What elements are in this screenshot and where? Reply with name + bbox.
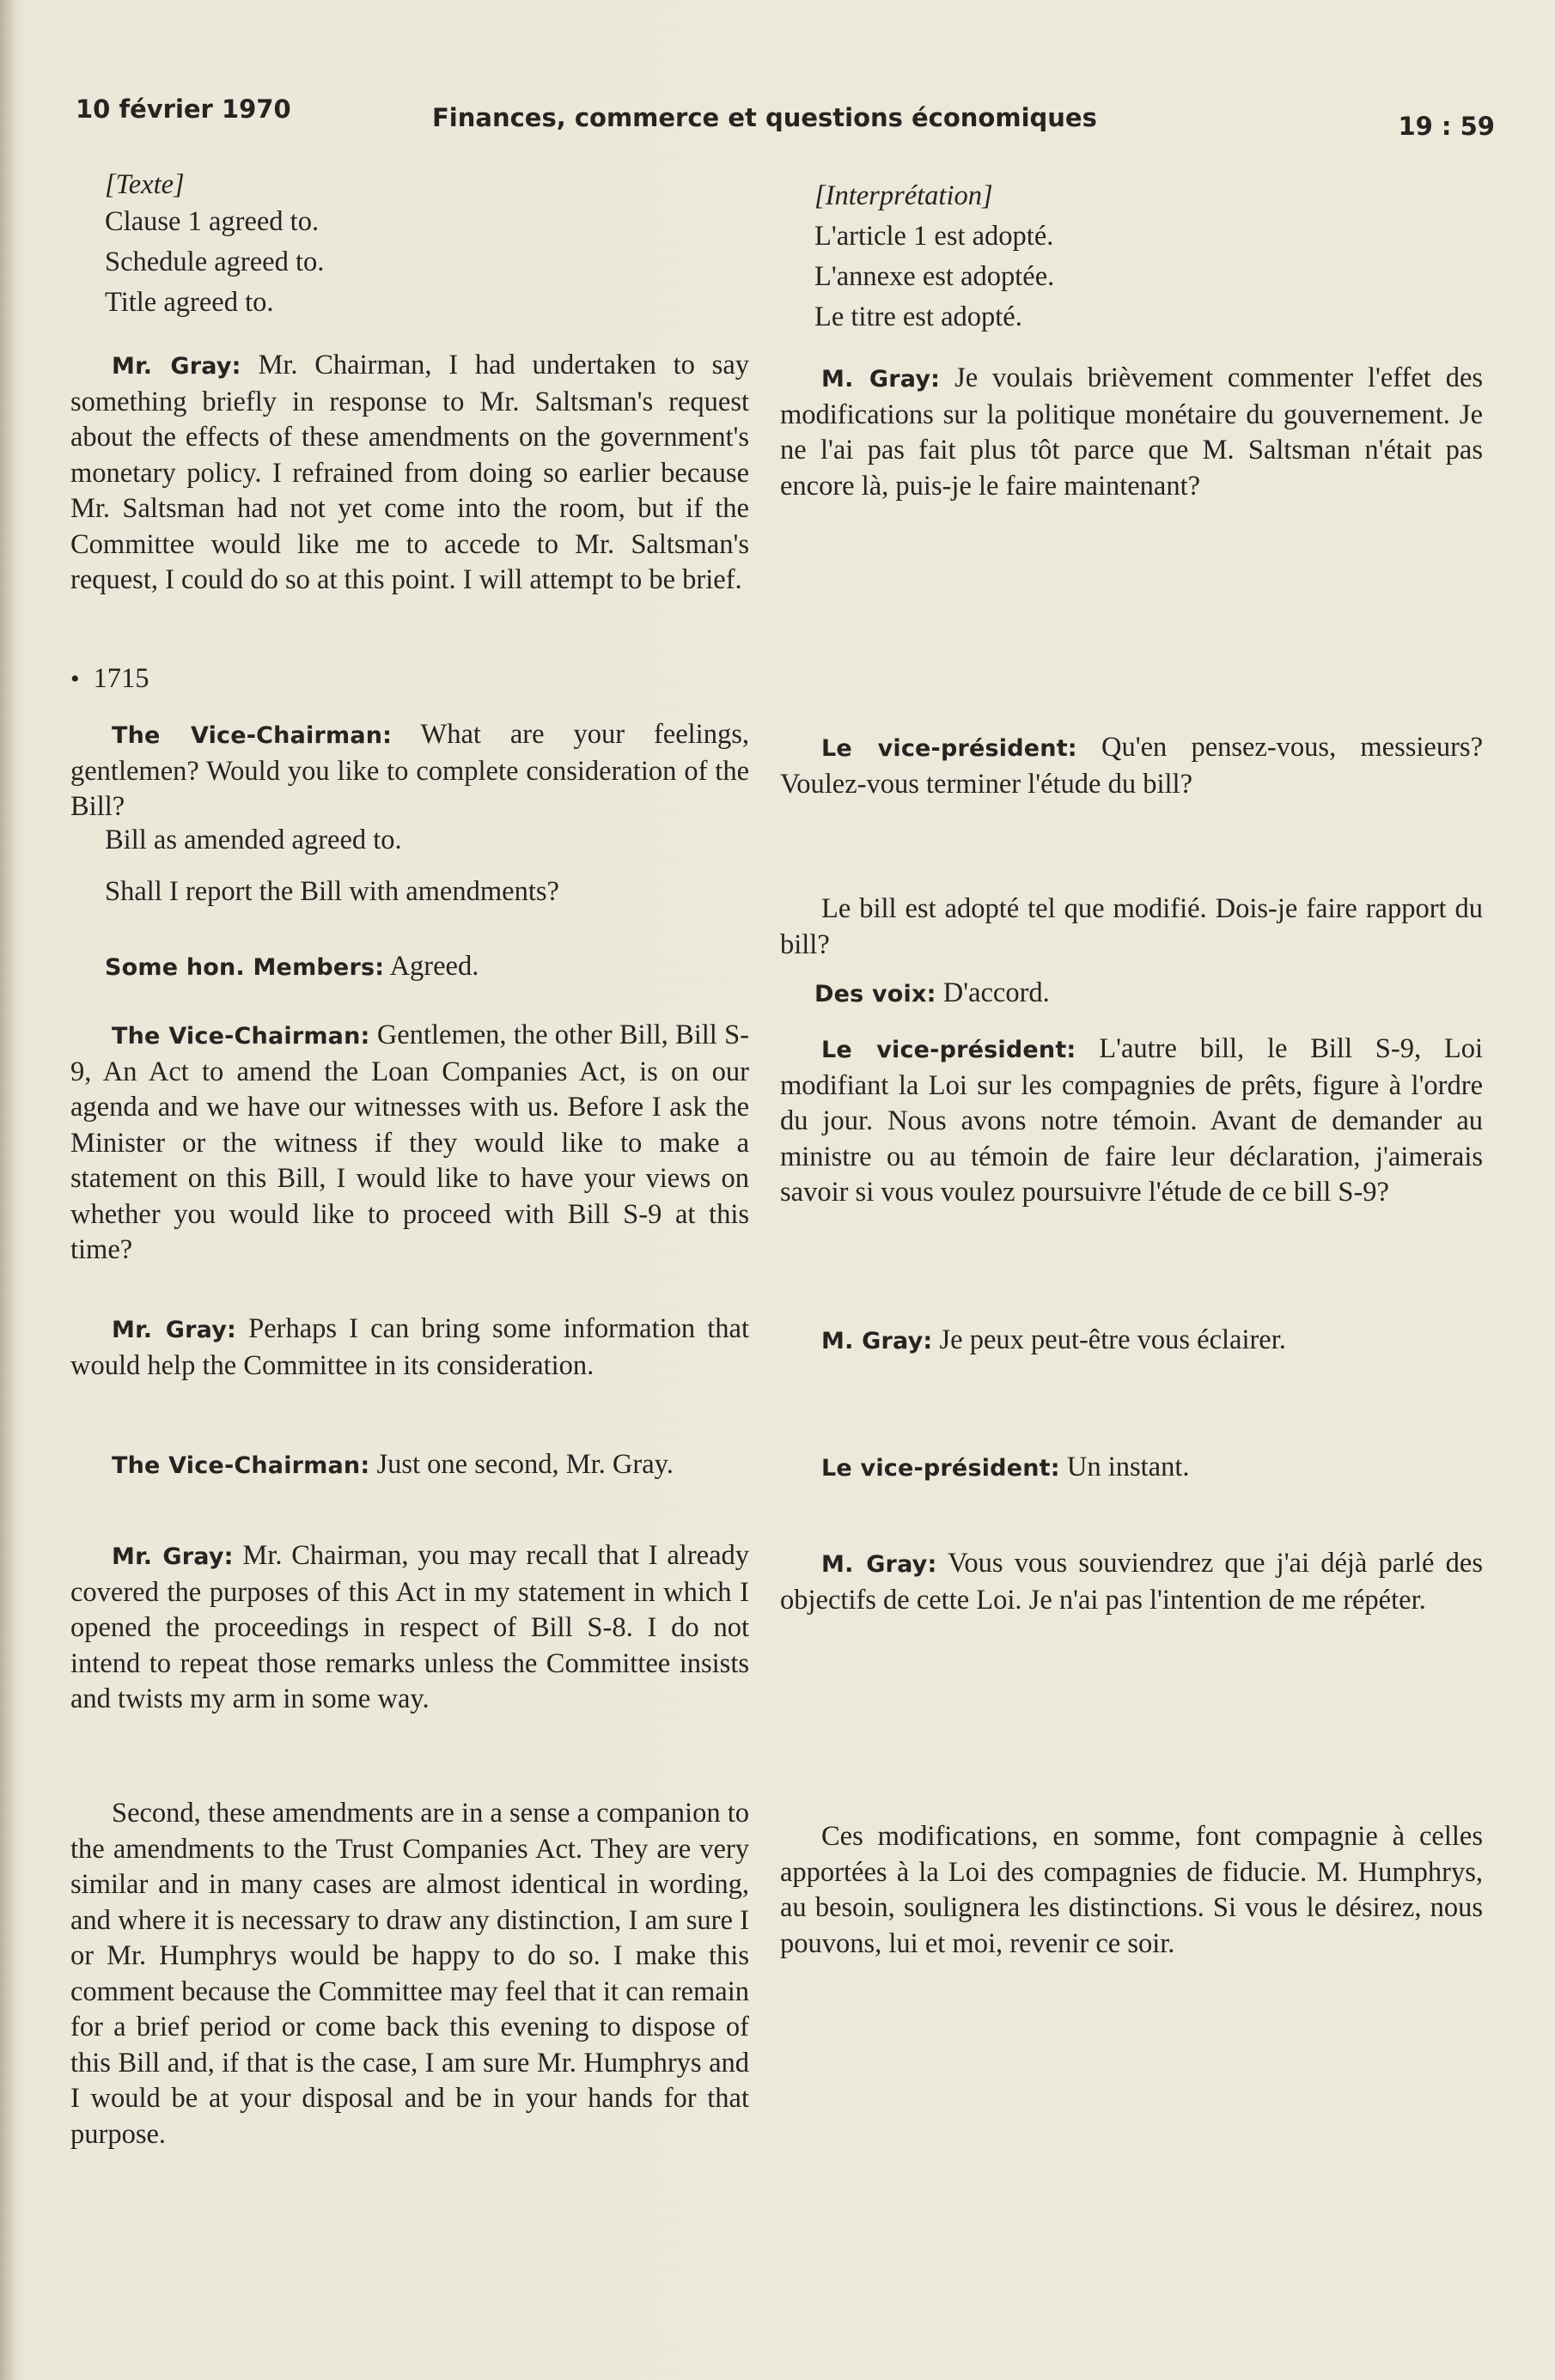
- report-bill-question: Shall I report the Bill with amendments?: [105, 876, 559, 907]
- title-agreed: Title agreed to.: [105, 287, 274, 318]
- vice-chairman-statement-2: [70, 1018, 749, 1269]
- speech-text: Gentlemen, the other Bill, Bill S-9, An Act to amend the Loan Companies Act, is on our agenda and we have our witnesses with us. Before I ask the Minister or the witness if they would like to make a statement on this Bill, I would like to have your views on whether you would like to proceed with Bill S-9 at this time?: [70, 1020, 749, 1265]
- vice-chairman-statement-1: [70, 717, 749, 825]
- speaker-label: M. Gray:: [821, 1551, 937, 1578]
- speech-text: Mr. Chairman, I had undertaken to say something briefly in response to Mr. Saltsman's request about the effects of these amendments on the government's monetary policy. I refrained from doing so earlier because Mr. Saltsman had not yet come into the room, but if the Committee would like me to accede to Mr. Saltsman's request, I could do so at this point. I will attempt to be brief.: [70, 350, 749, 595]
- header-date: 10 février 1970: [76, 94, 291, 124]
- speech-text: Je voulais brièvement commenter l'effet des modifications sur la politique monétaire du gouvernement. Je ne l'ai pas fait plus tôt parce que M. Saltsman n'était pas encore là, puis-je le faire maintenant?: [780, 362, 1484, 502]
- speech-text: Mr. Chairman, you may recall that I already covered the purposes of this Act in my statement in which I opened the proceedings in respect of Bill S-8. I do not intend to repeat those remarks unless the Committee insists and twists my arm in some way.: [70, 1540, 749, 1714]
- vice-president-declaration-2: [780, 1032, 1483, 1211]
- speaker-label: Mr. Gray:: [112, 353, 241, 380]
- speaker-label: Des voix:: [814, 981, 936, 1007]
- speaker-label: Some hon. Members:: [105, 954, 385, 981]
- speaker-label: The Vice-Chairman:: [112, 1452, 370, 1479]
- vice-president-declaration-3: [780, 1450, 1483, 1487]
- texte-label: [Texte]: [105, 169, 185, 200]
- speaker-label: M. Gray:: [821, 1328, 933, 1354]
- speaker-label: Mr. Gray:: [112, 1317, 237, 1343]
- speaker-label: Le vice-président:: [821, 1037, 1076, 1063]
- speaker-label: Mr. Gray:: [112, 1543, 234, 1570]
- speech-text: What are your feelings, gentlemen? Would you like to complete consideration of the Bill?: [70, 719, 749, 822]
- speech-text: Qu'en pensez-vous, messieurs? Voulez-vous terminer l'étude du bill?: [780, 732, 1483, 800]
- bill-adopte-question: Le bill est adopté tel que modifié. Dois-je faire rapport du bill?: [780, 893, 1483, 960]
- speaker-label: Le vice-président:: [821, 735, 1077, 762]
- vice-chairman-statement-3: [70, 1447, 749, 1484]
- page-spine-shadow: [0, 0, 15, 2380]
- members-statement: [70, 949, 749, 986]
- speech-text: Perhaps I can bring some information that would help the Committee in its consideration.: [70, 1313, 749, 1381]
- speaker-label: M. Gray:: [821, 366, 941, 393]
- schedule-agreed: Schedule agreed to.: [105, 247, 325, 277]
- speaker-label: Le vice-président:: [821, 1455, 1060, 1482]
- time-stamp: 1715: [93, 663, 149, 694]
- titre-adopte: Le titre est adopté.: [814, 301, 1022, 332]
- vice-president-declaration-1: [780, 730, 1483, 802]
- speech-text: Vous vous souviendrez que j'ai déjà parlé des objectifs de cette Loi. Je n'ai pas l'intention de me répéter.: [780, 1548, 1484, 1616]
- annexe-adoptee: L'annexe est adoptée.: [814, 261, 1055, 292]
- speech-text: D'accord.: [942, 977, 1050, 1008]
- page-header: [76, 86, 1495, 146]
- ces-modifications-paragraph: Ces modifications, en somme, font compagnie à celles apportées à la Loi des compagnies de fiducie. M. Humphrys, au besoin, soulignera les distinctions. Si vous le désirez, nous pouvons, lui et moi, revenir ce soir.: [780, 1821, 1483, 1959]
- interpretation-label: [Interprétation]: [814, 180, 993, 211]
- gray-declaration-3: [780, 1546, 1483, 1618]
- gray-statement-4: Second, these amendments are in a sense a companion to the amendments to the Trust Companies Act. They are very similar and in many cases are almost identical in wording, and where it is necessary to draw any distinction, I am sure I or Mr. Humphrys would be happy to do so. I make this comment because the Committee may feel that it can remain for a brief period or come back this evening to dispose of this Bill and, if that is the case, I am sure Mr. Humphrys and I would be at your disposal and be in your hands for that purpose.: [70, 1798, 749, 2150]
- bullet-icon: •: [70, 665, 80, 693]
- header-title: Finances, commerce et questions économiques: [432, 103, 1097, 132]
- speaker-label: The Vice-Chairman:: [112, 1023, 370, 1050]
- article-1-adopte: L'article 1 est adopté.: [814, 221, 1054, 252]
- gray-statement-1: [70, 348, 749, 599]
- gray-statement-2: [70, 1312, 749, 1384]
- speaker-label: The Vice-Chairman:: [112, 722, 393, 749]
- clause-1-agreed: Clause 1 agreed to.: [105, 206, 320, 237]
- speech-text: Just one second, Mr. Gray.: [376, 1449, 674, 1480]
- speech-text: L'autre bill, le Bill S-9, Loi modifiant la Loi sur les compagnies de prêts, figure à l'ordre du jour. Nous avons notre témoin. Avant de demander au ministre ou au témoin de faire leur déclaration, j'aimerais savoir si vous voulez poursuivre l'étude de ce bill S-9?: [780, 1033, 1484, 1208]
- time-marker: [70, 661, 749, 697]
- speech-text: Je peux peut-être vous éclairer.: [939, 1324, 1286, 1355]
- speech-text: Agreed.: [389, 951, 479, 982]
- gray-declaration-1: [780, 361, 1483, 504]
- gray-declaration-2: [780, 1323, 1483, 1360]
- gray-statement-3: [70, 1538, 749, 1718]
- header-page-number: 19 : 59: [1398, 112, 1495, 141]
- speech-text: Un instant.: [1066, 1452, 1190, 1482]
- bill-amended-agreed: Bill as amended agreed to.: [105, 825, 402, 855]
- voix-declaration: [780, 976, 1483, 1013]
